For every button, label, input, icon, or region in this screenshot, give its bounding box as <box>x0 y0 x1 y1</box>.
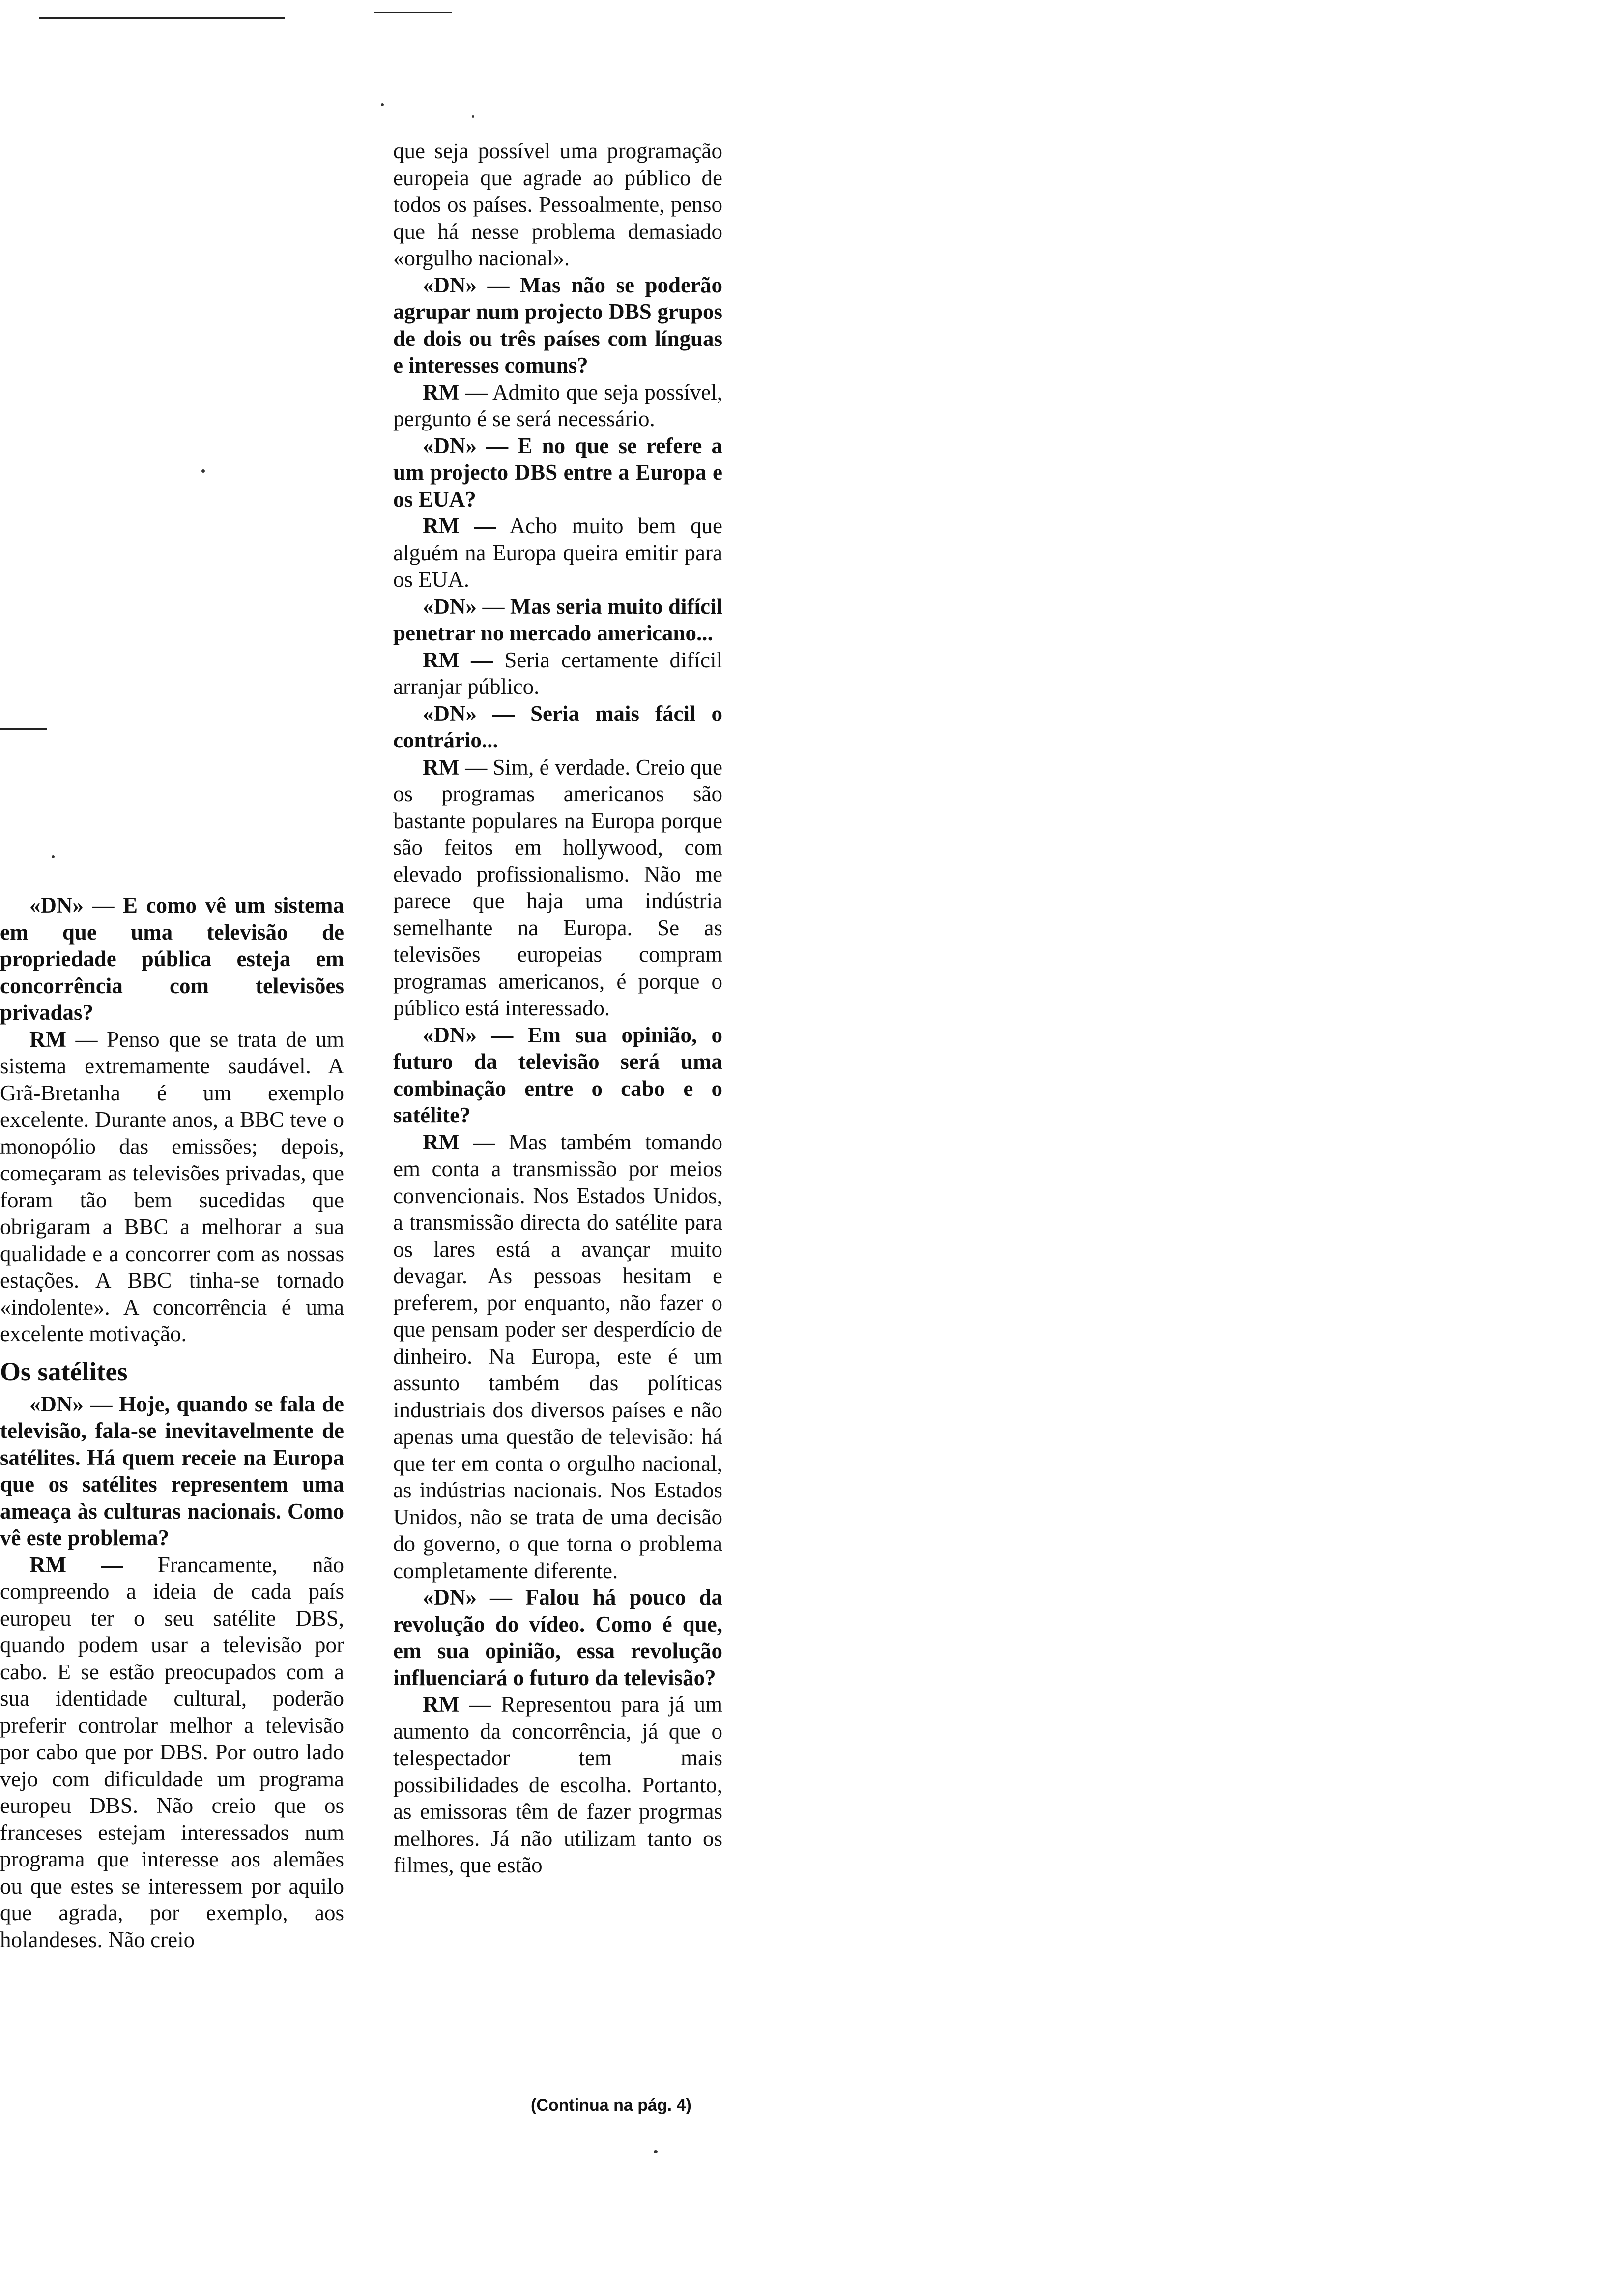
scan-speck <box>381 103 384 106</box>
article-column-left <box>0 892 344 1953</box>
answer-text: Representou para já um aumento da concorrência, já que o telespectador tem mais possibilidades de escolha. Portanto, as emissoras têm de fazer progrmas melhores. Já não utilizam tanto os filmes, que estão <box>393 1692 723 1877</box>
continued-paragraph: que seja possível uma programação europeia que agrade ao público de todos os países. Pessoalmente, penso que há nesse problema demasiado «orgulho nacional». <box>393 139 722 270</box>
scan-speck <box>472 115 474 118</box>
answer-text: Sim, é verdade. Creio que os programas americanos são bastante populares na Europa porque são feitos em hollywood, com elevado profissionalismo. Não me parece que haja uma indústria semelhante na Europa. Se as televisões europeias compram programas americanos, é porque o público está interessado. <box>393 754 722 1020</box>
answer-text: Francamente, não compreendo a ideia de cada país europeu ter o seu satélite DBS, quando podem usar a televisão por cabo. E se estão preocupados com a sua identidade cultural, poderão preferir controlar melhor a televisão por cabo que por DBS. Por outro lado vejo com dificuldade um programa europeu DBS. Não creio que os franceses estejam interessados num programa que interesse aos alemães ou que estes se interessem por aquilo que agrada, por exemplo, aos holandeses. Não creio <box>0 1552 344 1952</box>
speaker-label: RM — <box>29 1027 98 1052</box>
question-text: Hoje, quando se fala de televisão, fala-se inevitavelmente de satélites. Há quem receie na Europa que os satélites representem uma ameaça às culturas nacionais. Como vê este problema? <box>0 1391 345 1550</box>
interview-answer <box>0 1551 344 1953</box>
top-rule-left <box>39 17 285 19</box>
speaker-label: RM — <box>423 1692 491 1717</box>
answer-text: Seria certamente difícil arranjar público. <box>393 647 722 699</box>
interview-question <box>393 1022 722 1129</box>
speaker-label: RM — <box>29 1552 123 1577</box>
speaker-label: RM — <box>423 379 488 404</box>
interview-question <box>393 1584 722 1691</box>
speaker-label: RM — <box>423 754 488 779</box>
speaker-label: RM — <box>423 1129 495 1154</box>
answer-text: Acho muito bem que alguém na Europa queira emitir para os EUA. <box>393 514 722 592</box>
speaker-label: RM — <box>423 514 496 538</box>
interview-question <box>393 272 722 379</box>
interview-answer <box>393 1129 722 1584</box>
interview-answer <box>393 513 722 593</box>
scan-speck <box>202 469 205 473</box>
interview-question <box>393 700 722 754</box>
speaker-label: «DN» — <box>423 433 509 458</box>
speaker-label: «DN» — <box>423 701 515 726</box>
interview-answer <box>393 647 722 700</box>
interview-question <box>0 1391 344 1551</box>
interview-question <box>0 892 344 1026</box>
speaker-label: «DN» — <box>29 893 115 918</box>
question-text: E como vê um sistema em que uma televisão de propriedade pública esteja em concorrência com televisões privadas? <box>0 893 345 1025</box>
speaker-label: «DN» — <box>423 1022 514 1047</box>
interview-question <box>393 593 722 647</box>
margin-rule-left <box>0 728 47 730</box>
scan-speck <box>654 2150 658 2153</box>
interview-answer <box>393 754 722 1022</box>
interview-question <box>393 432 722 513</box>
interview-answer <box>0 1026 344 1348</box>
continuation-note: (Continua na pág. 4) <box>531 2096 691 2115</box>
question-text: Mas não se poderão agrupar num projecto DBS grupos de dois ou três países com línguas e interesses comuns? <box>393 272 722 377</box>
interview-answer <box>393 1691 722 1879</box>
question-text: Seria mais fácil o contrário... <box>393 701 722 752</box>
answer-text: Admito que seja possível, pergunto é se será necessário. <box>393 379 722 431</box>
question-text: Falou há pouco da revolução do vídeo. Como é que, em sua opinião, essa revolução influenciará o futuro da televisão? <box>393 1585 723 1690</box>
section-subheading: Os satélites <box>0 1356 128 1386</box>
interview-answer <box>393 379 722 432</box>
top-rule-right <box>374 12 452 13</box>
question-text: Em sua opinião, o futuro da televisão será uma combinação entre o cabo e o satélite? <box>393 1022 723 1127</box>
speaker-label: «DN» — <box>423 1585 512 1609</box>
speaker-label: «DN» — <box>423 594 505 619</box>
speaker-label: «DN» — <box>423 272 510 297</box>
answer-text: Mas também tomando em conta a transmissão por meios convencionais. Nos Estados Unidos, a transmissão directa do satélite para os lares está a avançar muito devagar. As pessoas hesitam e preferem, por enquanto, não fazer o que pensam poder ser desperdício de dinheiro. Na Europa, este é um assunto também das políticas industriais dos diversos países e não apenas uma questão de televisão: há que ter em conta o orgulho nacional, as indústrias nacionais. Nos Estados Unidos, não se trata de uma decisão do governo, o que torna o problema completamente diferente. <box>393 1129 722 1583</box>
speaker-label: «DN» — <box>29 1391 113 1416</box>
question-text: Mas seria muito difícil penetrar no mercado americano... <box>393 594 723 645</box>
answer-text: Penso que se trata de um sistema extremamente saudável. A Grã-Bretanha é um exemplo excelente. Durante anos, a BBC teve o monopólio das emissões; depois, começaram as televisões privadas, que foram tão bem sucedidas que obrigaram a BBC a melhorar a sua qualidade e a concorrer com as nossas estações. A BBC tinha-se tornado «indolente». A concorrência é uma excelente motivação. <box>0 1027 344 1346</box>
article-column-right <box>393 138 722 1879</box>
scan-speck <box>52 855 55 858</box>
question-text: E no que se refere a um projecto DBS entre a Europa e os EUA? <box>393 433 723 512</box>
speaker-label: RM — <box>423 647 493 672</box>
